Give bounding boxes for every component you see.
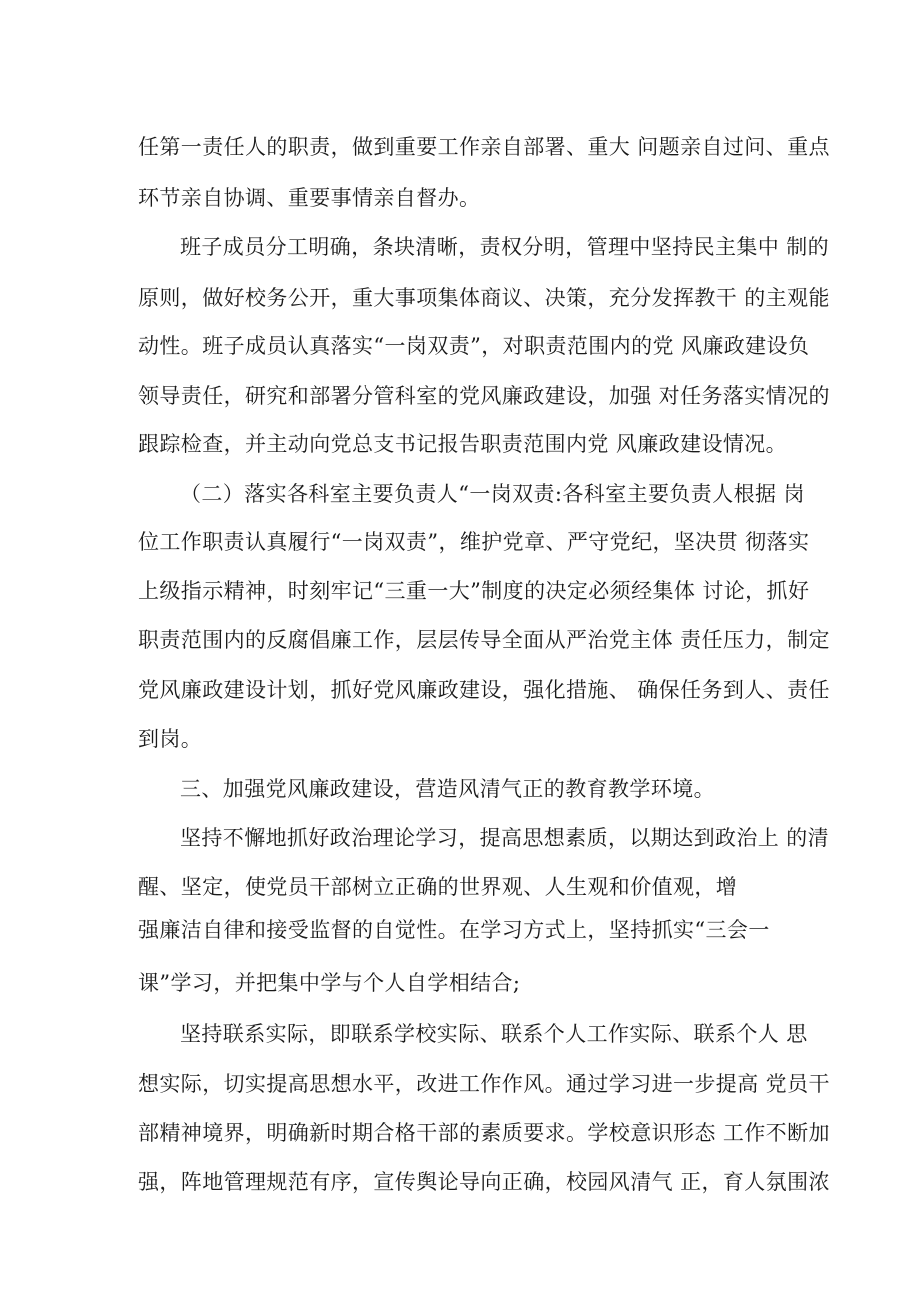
- text-line: 坚持联系实际，即联系学校实际、联系个人工作实际、联系个人 思: [180, 1022, 808, 1046]
- text-line: 强，阵地管理规范有序，宣传舆论导向正确，校园风清气 正，育人氛围浓: [138, 1170, 830, 1194]
- section-heading: 三、加强党风廉政建设，营造风清气正的教育教学环境。: [180, 777, 715, 801]
- text-line: 任第一责任人的职责，做到重要工作亲自部署、重大 问题亲自过问、重点: [138, 135, 830, 159]
- text-line: 位工作职责认真履行“一岗双责”，维护党章、严守党纪，坚决贯 彻落实: [138, 530, 810, 554]
- text-line: 部精神境界，明确新时期合格干部的素质要求。学校意识形态 工作不断加: [138, 1121, 830, 1145]
- text-line: 环节亲自协调、重要事情亲自督办。: [138, 186, 481, 210]
- text-line: 跟踪检查，并主动向党总支书记报告职责范围内党 风廉政建设情况。: [138, 432, 788, 456]
- text-line: 党风廉政建设计划，抓好党风廉政建设，强化措施、 确保任务到人、责任: [138, 678, 830, 702]
- text-line: 到岗。: [138, 727, 203, 751]
- text-line: 坚持不懈地抓好政治理论学习，提高思想素质，以期达到政治上 的清: [180, 826, 830, 850]
- text-line: 领导责任，研究和部署分管科室的党风廉政建设，加强 对任务落实情况的: [138, 384, 830, 408]
- text-line: 班子成员分工明确，条块清晰，责权分明，管理中坚持民主集中 制的: [180, 235, 830, 259]
- text-line: 动性。班子成员认真落实“一岗双责”，对职责范围内的党 风廉政建设负: [138, 334, 810, 358]
- text-line: （二）落实各科室主要负责人“一岗双责:各科室主要负责人根据 岗: [180, 482, 805, 506]
- text-line: 原则，做好校务公开，重大事项集体商议、决策，充分发挥教干 的主观能: [138, 286, 830, 310]
- text-line: 上级指示精神，时刻牢记“三重一大”制度的决定必须经集体 讨论，抓好: [138, 579, 810, 603]
- text-line: 课”学习，并把集中学与个人自学相结合;: [138, 971, 521, 995]
- text-line: 想实际，切实提高思想水平，改进工作作风。通过学习进一步提高 党员干: [138, 1072, 830, 1096]
- text-line: 醒、坚定，使党员干部树立正确的世界观、人生观和价值观，增: [138, 875, 738, 899]
- text-line: 职责范围内的反腐倡廉工作，层层传导全面从严治党主体 责任压力，制定: [138, 628, 830, 652]
- text-line: 强廉洁自律和接受监督的自觉性。在学习方式上，坚持抓实“三会一: [138, 918, 770, 942]
